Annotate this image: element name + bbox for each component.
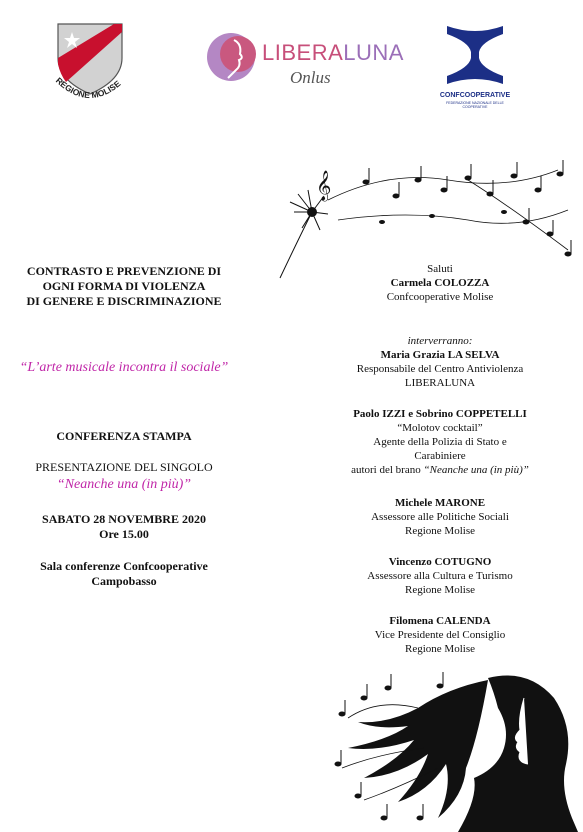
- speaker-role: Responsabile del Centro Antiviolenza: [356, 363, 524, 375]
- speaker-role: Carabiniere: [414, 450, 466, 462]
- speaker-role: [310, 463, 570, 477]
- speaker-block: [310, 407, 570, 477]
- speaker-name: Michele MARONE: [394, 497, 486, 509]
- speaker-role: “Molotov cocktail”: [397, 422, 483, 434]
- single-presentation-label: PRESENTAZIONE DEL SINGOLO: [35, 460, 213, 474]
- event-title-line-1: CONTRASTO E PREVENZIONE DI: [26, 264, 222, 278]
- speaker-role: Regione Molise: [405, 525, 475, 537]
- confcoop-subtext: FEDERAZIONE NAZIONALE DELLE COOPERATIVE: [446, 101, 504, 109]
- speaker-role: Regione Molise: [405, 584, 475, 596]
- speakers-intro: interverranno:: [407, 335, 473, 347]
- speaker-name: Vincenzo COTUGNO: [388, 556, 492, 568]
- speaker-role: Vice Presidente del Consiglio: [374, 629, 506, 641]
- speaker-role: Assessore alle Politiche Sociali: [371, 511, 509, 523]
- regione-molise-logo: [44, 18, 134, 110]
- event-date: SABATO 28 NOVEMBRE 2020: [42, 512, 206, 526]
- liberaluna-text-b: LUNA: [343, 40, 404, 65]
- speaker-name: Filomena CALENDA: [389, 615, 491, 627]
- event-time: Ore 15.00: [99, 527, 149, 541]
- confcooperative-logo: [436, 22, 514, 112]
- speaker-role-text: autori del brano: [351, 464, 424, 476]
- speaker-role: LIBERALUNA: [404, 377, 476, 389]
- song-title: “Neanche una (in più)”: [423, 464, 529, 476]
- confcoop-text: CONFCOOPERATIVE: [439, 92, 511, 99]
- venue-line-1: Sala conferenze Confcooperative: [40, 559, 208, 573]
- speaker-name: Paolo IZZI e Sobrino COPPETELLI: [353, 408, 527, 420]
- event-title-line-2: OGNI FORMA DI VIOLENZA: [42, 279, 206, 293]
- greetings-speaker-org: Confcooperative Molise: [386, 291, 494, 303]
- speaker-name: Maria Grazia LA SELVA: [380, 349, 500, 361]
- speaker-block: [330, 496, 550, 538]
- event-title-line-3: DI GENERE E DISCRIMINAZIONE: [26, 294, 222, 308]
- liberaluna-logo: [206, 28, 404, 90]
- speaker-role: Assessore alla Cultura e Turismo: [367, 570, 513, 582]
- svg-text:𝄞: 𝄞: [316, 171, 332, 201]
- speaker-role: Agente della Polizia di Stato e: [373, 436, 507, 448]
- press-conference-heading: CONFERENZA STAMPA: [56, 429, 192, 443]
- molise-logo-text: REGIONE MOLISE: [53, 75, 123, 101]
- liberaluna-text-a: LIBERA: [262, 40, 344, 65]
- speaker-block: [330, 555, 550, 597]
- molise-shield-icon: [44, 18, 134, 110]
- dandelion-music-illustration: [268, 150, 583, 280]
- moon-face-icon: [206, 30, 260, 84]
- speaker-block: [330, 348, 550, 390]
- single-title: “Neanche una (in più)”: [56, 477, 192, 492]
- speaker-role: Regione Molise: [405, 643, 475, 655]
- confcoop-symbol-icon: [443, 22, 507, 88]
- greetings-label: Saluti: [427, 263, 453, 275]
- liberaluna-onlus: Onlus: [290, 68, 331, 87]
- woman-music-hair-illustration: [328, 668, 583, 832]
- speaker-block: [330, 614, 550, 656]
- greetings-speaker-name: Carmela COLOZZA: [390, 277, 490, 289]
- venue-line-2: Campobasso: [91, 574, 157, 588]
- event-slogan: “L’arte musicale incontra il sociale”: [19, 360, 229, 375]
